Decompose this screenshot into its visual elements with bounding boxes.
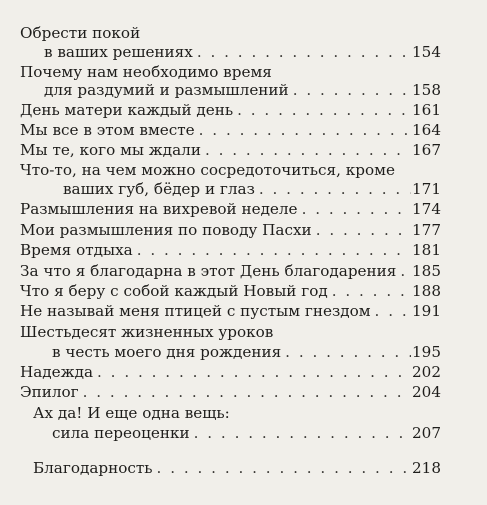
- toc-entry-title: [33, 403, 230, 423]
- toc-page-number: 161: [412, 101, 441, 119]
- toc-entry-line: [20, 220, 441, 240]
- toc-entry-text: День матери каждый день: [20, 101, 234, 119]
- toc-page-number: 181: [412, 241, 441, 259]
- toc-page-number: 164: [412, 121, 441, 139]
- toc-entry-text: Размышления на вихревой неделе: [20, 200, 298, 218]
- dot-leader: [237, 100, 411, 120]
- dot-leader: [157, 458, 411, 478]
- dot-leader: [197, 42, 411, 62]
- toc-page-number: 218: [412, 459, 441, 477]
- toc-entry-title: [20, 62, 272, 82]
- dot-leader: [375, 301, 411, 321]
- toc-entry-text: Надежда: [20, 363, 94, 381]
- dot-leader: [302, 199, 411, 219]
- toc-entry-line: [20, 240, 441, 260]
- toc-entry-text: сила переоценки: [52, 424, 190, 442]
- dot-leader: [400, 261, 411, 281]
- toc-entry-text: Что-то, на чем можно сосредоточиться, кроме: [20, 161, 395, 179]
- toc-page-number: 195: [412, 343, 441, 361]
- toc-entry-line: [20, 362, 441, 382]
- toc-page-number: 207: [412, 424, 441, 442]
- toc-page-number: 177: [412, 221, 441, 239]
- dot-leader: [293, 80, 411, 100]
- toc-entry-line: [52, 423, 441, 443]
- toc-entry-title: [20, 322, 273, 342]
- toc-entry-line: [20, 382, 441, 402]
- toc-page-number: 188: [412, 282, 441, 300]
- toc-entry-line: [20, 100, 441, 120]
- toc-page-number: 171: [412, 180, 441, 198]
- toc-entry-line: [20, 120, 441, 140]
- toc-page-number: 191: [412, 302, 441, 320]
- toc-page-number: 185: [412, 262, 441, 280]
- toc-entry-line: [44, 42, 441, 62]
- toc-entry-line: [20, 261, 441, 281]
- toc-entry-text: Благодарность: [33, 459, 153, 477]
- toc-entry-text: Мои размышления по поводу Пасхи: [20, 221, 312, 239]
- dot-leader: [259, 179, 411, 199]
- toc-page-number: 154: [412, 43, 441, 61]
- toc-entry-line: [63, 179, 441, 199]
- toc-entry-text: За что я благодарна в этот День благодарения: [20, 262, 397, 280]
- toc-entry-text: Не называй меня птицей с пустым гнездом: [20, 302, 371, 320]
- toc-entry-line: [20, 199, 441, 219]
- toc-entry-text: Мы все в этом вместе: [20, 121, 195, 139]
- toc-entry-text: в честь моего дня рождения: [52, 343, 282, 361]
- toc-entry-line: [52, 342, 441, 362]
- toc-entry-line: [33, 458, 441, 478]
- toc-entry-text: для раздумий и размышлений: [44, 81, 289, 99]
- toc-page-number: 202: [412, 363, 441, 381]
- toc-entry-text: Шестьдесят жизненных уроков: [20, 323, 274, 341]
- toc-page-number: 158: [412, 81, 441, 99]
- dot-leader: [285, 342, 411, 362]
- toc-entry-text: Эпилог: [20, 383, 79, 401]
- dot-leader: [137, 240, 411, 260]
- toc-entry-text: Ах да! И еще одна вещь:: [33, 404, 230, 422]
- toc-entry-line: [20, 301, 441, 321]
- toc-entry-line: [20, 281, 441, 301]
- dot-leader: [205, 140, 411, 160]
- toc-entry-text: Что я беру с собой каждый Новый год: [20, 282, 328, 300]
- dot-leader: [97, 362, 411, 382]
- toc-page-number: 204: [412, 383, 441, 401]
- toc-entry-line: [44, 80, 441, 100]
- toc-entry-text: в ваших решениях: [44, 43, 193, 61]
- toc-entry-line: [20, 140, 441, 160]
- dot-leader: [194, 423, 411, 443]
- toc-entry-text: ваших губ, бёдер и глаз: [63, 180, 255, 198]
- toc-entry-text: Время отдыха: [20, 241, 133, 259]
- toc-entry-title: [20, 160, 395, 180]
- toc-entry-text: Обрести покой: [20, 24, 141, 42]
- toc-entry-title: [20, 23, 140, 43]
- dot-leader: [83, 382, 411, 402]
- toc-entry-text: Почему нам необходимо время: [20, 63, 272, 81]
- dot-leader: [199, 120, 411, 140]
- dot-leader: [316, 220, 411, 240]
- toc-page-number: 167: [412, 141, 441, 159]
- toc-page-number: 174: [412, 200, 441, 218]
- dot-leader: [332, 281, 411, 301]
- toc-entry-text: Мы те, кого мы ждали: [20, 141, 201, 159]
